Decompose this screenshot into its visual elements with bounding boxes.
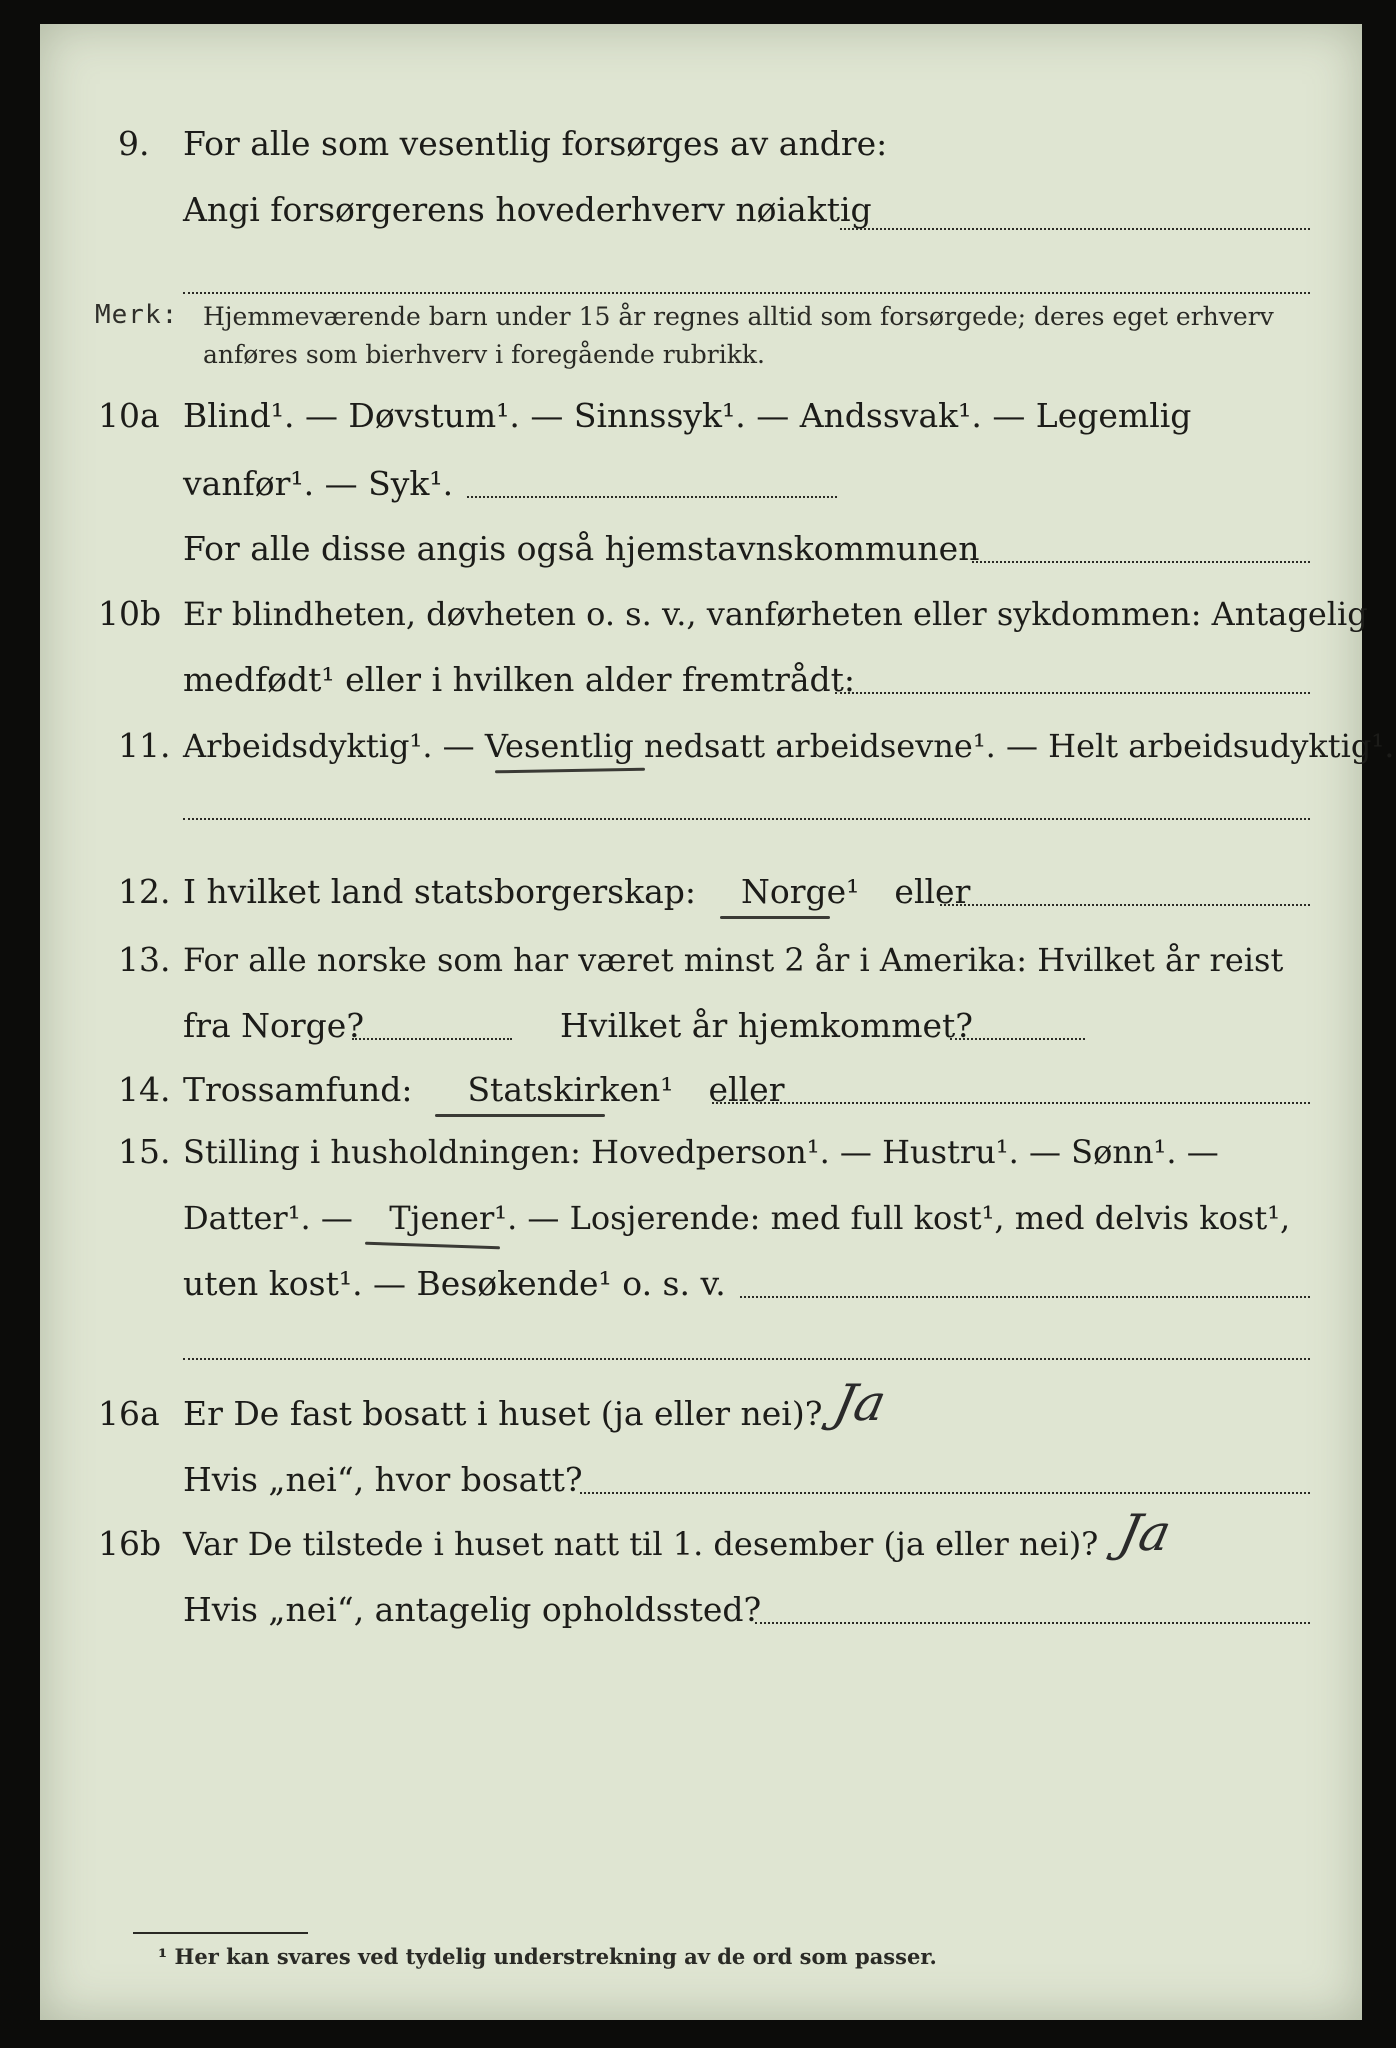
q16a-line2: Hvis „nei“, hvor bosatt? — [183, 1460, 583, 1499]
q12-answer-rule[interactable] — [940, 902, 1310, 906]
q12-question-text: I hvilket land statsborgerskap: — [183, 872, 697, 911]
q11-answer-rule[interactable] — [183, 816, 1310, 820]
q12-eller: eller — [894, 872, 971, 911]
q11-handwritten-underline — [495, 768, 645, 774]
question-number-13: 13. — [118, 940, 171, 979]
q10a-answer-rule-2[interactable] — [972, 559, 1310, 563]
q10b-answer-rule[interactable] — [835, 690, 1310, 694]
q16a-handwritten-answer[interactable]: Ja — [828, 1374, 892, 1432]
q14-line1 — [183, 1070, 784, 1110]
q10a-line3: For alle disse angis også hjemstavnskommunen — [183, 529, 980, 568]
q10b-line1: Er blindheten, døvheten o. s. v., vanførheten eller sykdommen: Antagelig — [183, 595, 1368, 633]
q11-line1: Arbeidsdyktig¹. — Vesentlig nedsatt arbeidsevne¹. — Helt arbeidsudyktig¹. — [183, 727, 1395, 765]
question-number-14: 14. — [118, 1070, 171, 1109]
merk-line1: Hjemmeværende barn under 15 år regnes alltid som forsørgede; deres eget erhverv — [203, 302, 1274, 331]
question-number-11: 11. — [118, 726, 171, 765]
q16b-line2: Hvis „nei“, antagelig opholdssted? — [183, 1590, 762, 1629]
footnote-rule — [133, 1932, 308, 1934]
q12-line1 — [183, 872, 970, 912]
q14-statskirken-handwritten-underline — [435, 1114, 605, 1117]
q13-line1: For alle norske som har været minst 2 år i Amerika: Hvilket år reist — [183, 941, 1284, 979]
q9-answer-rule-2[interactable] — [183, 290, 1310, 294]
q15-line3: uten kost¹. — Besøkende¹ o. s. v. — [183, 1264, 726, 1303]
q9-line2 — [183, 190, 872, 230]
question-number-12: 12. — [118, 872, 171, 911]
q16b-answer-rule[interactable] — [755, 1620, 1310, 1624]
q14-question-text: Trossamfund: — [183, 1070, 413, 1109]
q14-eller: eller — [708, 1070, 785, 1109]
q15-answer-rule-1[interactable] — [740, 1294, 1310, 1298]
q9-answer-rule-1[interactable] — [840, 226, 1310, 230]
q15-option-tjener[interactable]: Tjener¹. — [389, 1199, 518, 1237]
q12-option-norge[interactable]: Norge¹ — [741, 872, 860, 911]
q12-norge-handwritten-underline — [720, 916, 830, 919]
q15-line2-end: — Losjerende: med full kost¹, med delvis kost¹, — [527, 1199, 1291, 1237]
question-number-10b: 10b — [98, 594, 162, 633]
q10b-line2: medfødt¹ eller i hvilken alder fremtrådt: — [183, 660, 856, 699]
question-number-15: 15. — [118, 1132, 171, 1171]
q15-tjener-handwritten-underline — [365, 1242, 500, 1250]
q10a-line1: Blind¹. — Døvstum¹. — Sinnssyk¹. — Andssvak¹. — Legemlig — [183, 396, 1192, 435]
q15-line1: Stilling i husholdningen: Hovedperson¹. — Hustru¹. — Sønn¹. — — [183, 1133, 1219, 1171]
q16b-handwritten-answer[interactable]: Ja — [1113, 1504, 1177, 1562]
q9-line1: For alle som vesentlig forsørges av andre: — [183, 124, 888, 163]
q10a-answer-rule-1[interactable] — [467, 494, 837, 498]
question-number-16a: 16a — [98, 1394, 160, 1433]
q13-answer-rule-reist[interactable] — [352, 1036, 512, 1040]
merk-label: Merk: — [95, 300, 179, 330]
question-number-10a: 10a — [98, 396, 160, 435]
q15-answer-rule-2[interactable] — [183, 1356, 1310, 1360]
q16a-answer-rule[interactable] — [580, 1490, 1310, 1494]
q15-line2-start: Datter¹. — — [183, 1199, 353, 1237]
q16b-line1: Var De tilstede i huset natt til 1. desember (ja eller nei)? — [183, 1525, 1099, 1563]
q14-answer-rule[interactable] — [712, 1100, 1310, 1104]
merk-line2: anføres som bierhverv i foregående rubrikk. — [203, 340, 765, 369]
q15-line2 — [183, 1198, 1290, 1238]
q13-answer-rule-hjemkommet[interactable] — [950, 1036, 1085, 1040]
q14-option-statskirken[interactable]: Statskirken¹ — [467, 1070, 674, 1109]
q10a-line2: vanfør¹. — Syk¹. — [183, 464, 454, 503]
question-number-9: 9. — [118, 124, 150, 163]
census-form-page — [40, 24, 1395, 2020]
q13-line2b: Hvilket år hjemkommet? — [560, 1006, 973, 1045]
q13-line2a: fra Norge? — [183, 1006, 365, 1045]
q9-line2-text: Angi forsørgerens hovederhverv nøiaktig — [183, 190, 872, 229]
q16a-line1: Er De fast bosatt i huset (ja eller nei)? — [183, 1394, 823, 1433]
footnote: ¹ Her kan svares ved tydelig understrekning av de ord som passer. — [158, 1944, 937, 1969]
question-number-16b: 16b — [98, 1524, 162, 1563]
